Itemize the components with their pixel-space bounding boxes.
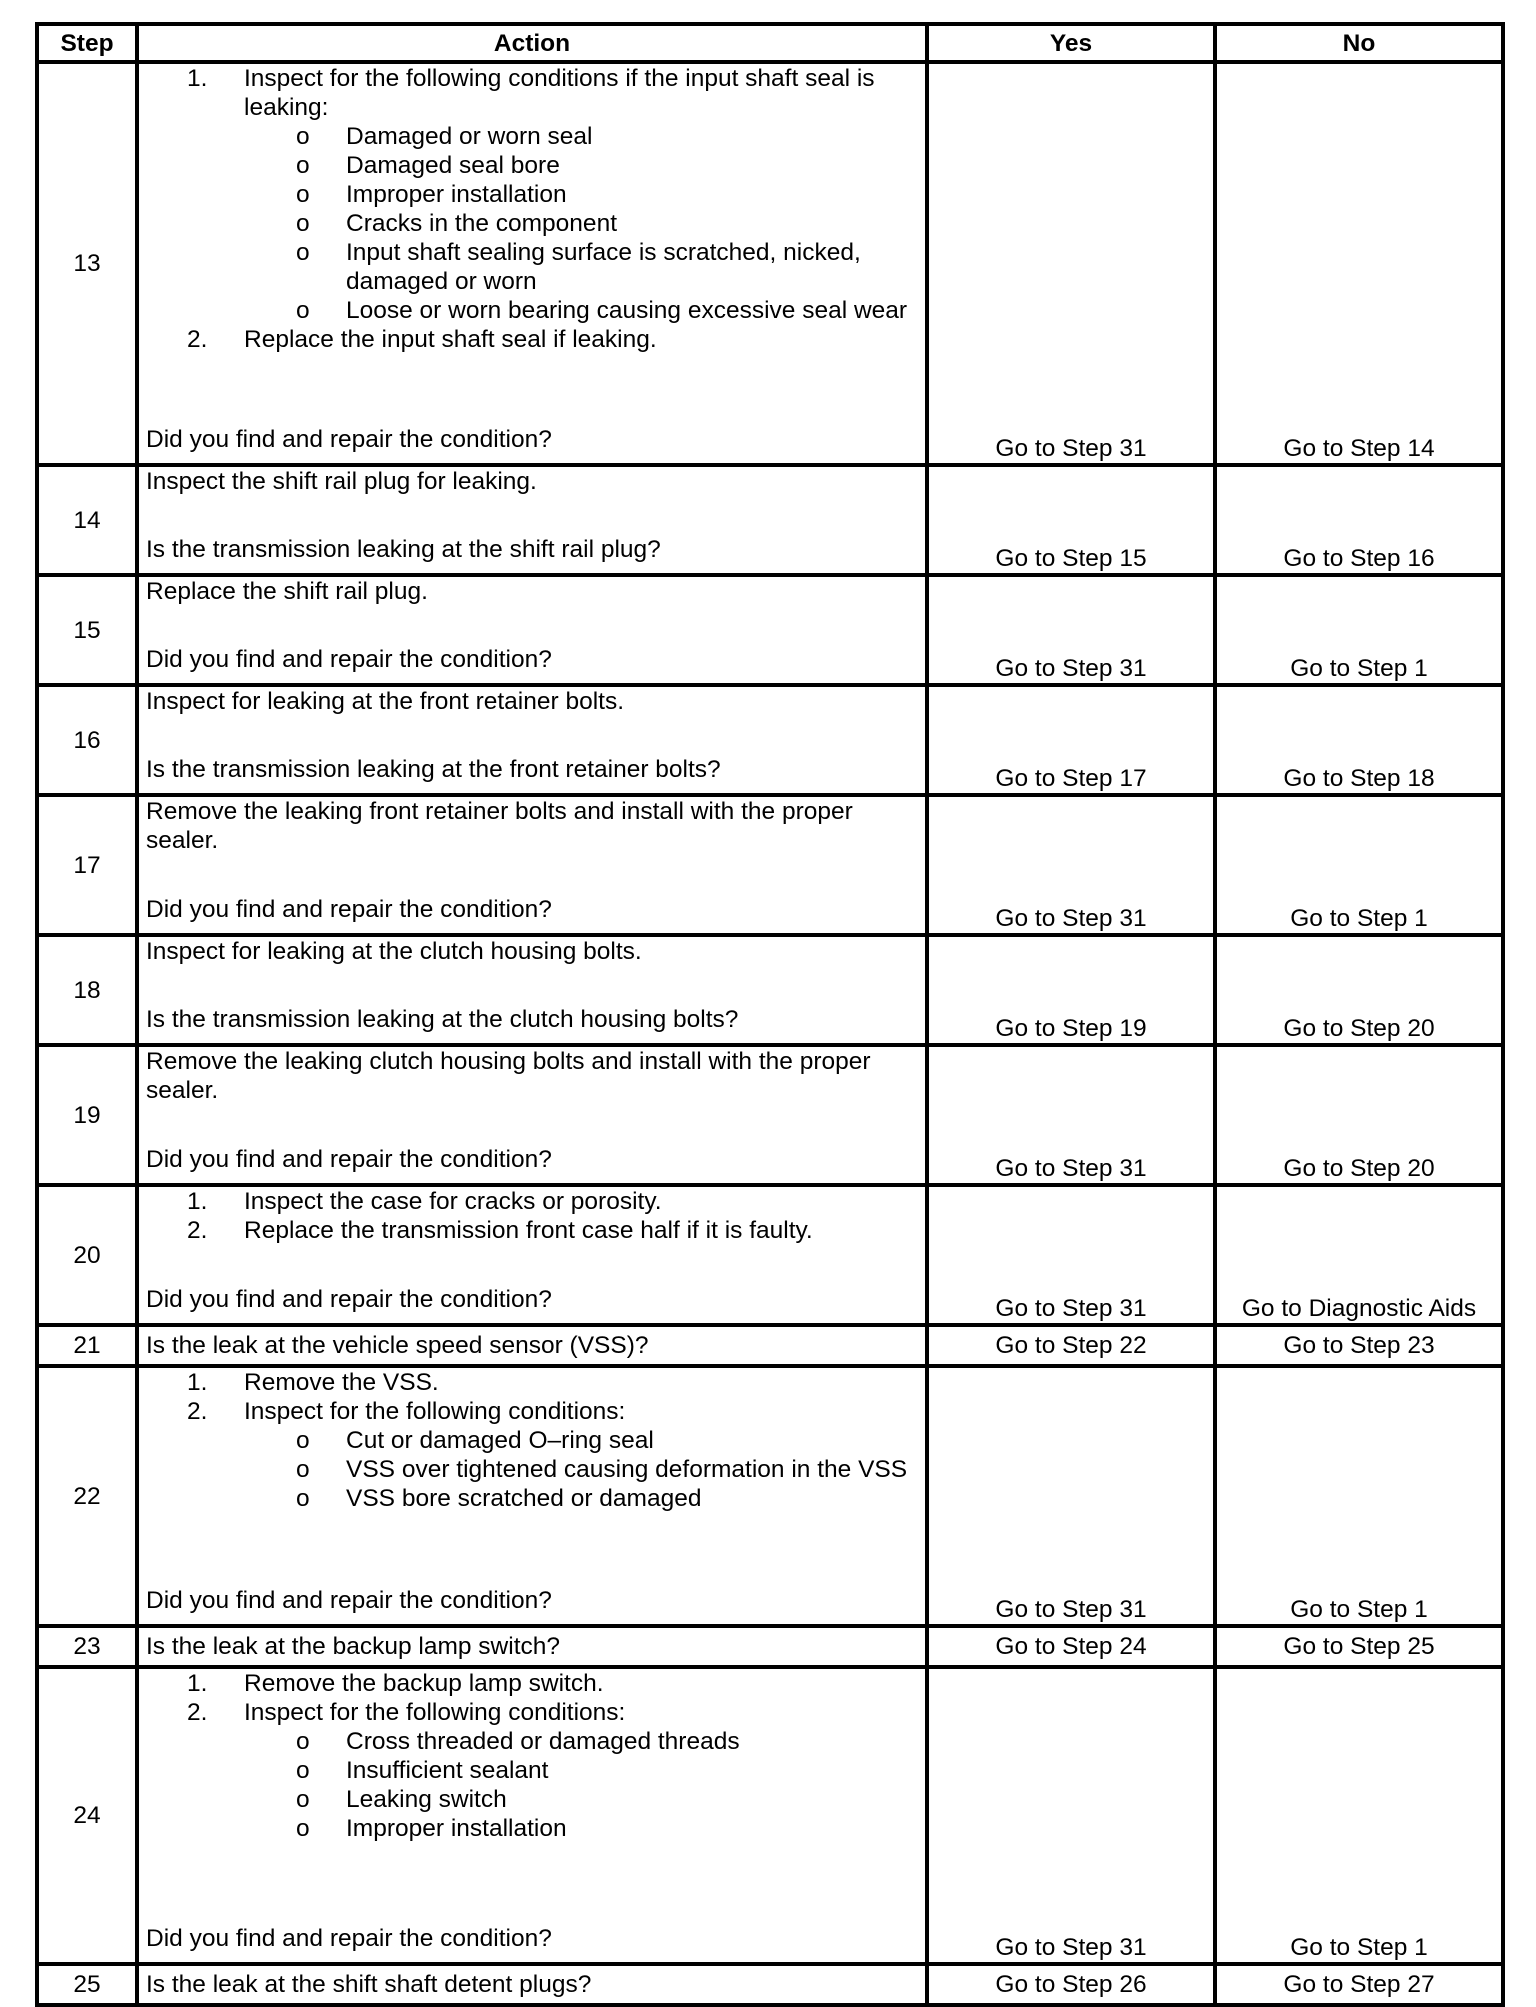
bullet-icon: o bbox=[296, 1456, 310, 1483]
step-index: 1. bbox=[187, 1670, 208, 1697]
action-question: Did you find and repair the condition? bbox=[146, 646, 552, 673]
step-index: 2. bbox=[187, 1217, 208, 1244]
condition-item bbox=[296, 1484, 918, 1513]
action-content bbox=[146, 467, 918, 564]
yes-result: Go to Step 31 bbox=[927, 575, 1215, 685]
step-text: Inspect for the following conditions: bbox=[244, 1699, 626, 1726]
no-result: Go to Step 20 bbox=[1215, 935, 1503, 1045]
step-number: 16 bbox=[37, 685, 137, 795]
no-result: Go to Diagnostic Aids bbox=[1215, 1185, 1503, 1325]
numbered-step bbox=[187, 1368, 918, 1397]
step-text: Remove the backup lamp switch. bbox=[244, 1670, 604, 1697]
step-number: 15 bbox=[37, 575, 137, 685]
step-number: 20 bbox=[37, 1185, 137, 1325]
action-text: Remove the leaking front retainer bolts and install with the proper sealer. bbox=[146, 798, 853, 854]
condition-item bbox=[296, 1727, 918, 1756]
action-instructions bbox=[146, 1187, 918, 1245]
no-result: Go to Step 1 bbox=[1215, 1667, 1503, 1964]
action-cell bbox=[137, 1626, 927, 1667]
bullet-icon: o bbox=[296, 1427, 310, 1454]
condition-text: Input shaft sealing surface is scratched, nicked, damaged or worn bbox=[346, 239, 861, 295]
action-instructions bbox=[146, 1047, 918, 1105]
action-cell bbox=[137, 935, 927, 1045]
action-instructions bbox=[146, 937, 918, 966]
action-cell bbox=[137, 575, 927, 685]
action-content bbox=[146, 937, 918, 1034]
numbered-step bbox=[187, 1397, 918, 1513]
action-content bbox=[146, 687, 918, 784]
step-number: 22 bbox=[37, 1366, 137, 1626]
condition-text: Improper installation bbox=[346, 181, 567, 208]
condition-item bbox=[296, 151, 918, 180]
numbered-steps bbox=[146, 1669, 918, 1843]
table-row bbox=[37, 1045, 1503, 1185]
action-question: Is the transmission leaking at the clutch housing bolts? bbox=[146, 1006, 739, 1033]
numbered-step bbox=[187, 325, 918, 354]
action-instructions bbox=[146, 1368, 918, 1513]
step-text: Replace the transmission front case half if it is faulty. bbox=[244, 1217, 813, 1244]
table-row bbox=[37, 685, 1503, 795]
step-index: 2. bbox=[187, 1398, 208, 1425]
no-result: Go to Step 18 bbox=[1215, 685, 1503, 795]
table-row bbox=[37, 935, 1503, 1045]
action-instructions bbox=[146, 687, 918, 716]
bullet-icon: o bbox=[296, 152, 310, 179]
action-text: Inspect for leaking at the clutch housing bolts. bbox=[146, 938, 642, 965]
condition-text: Cut or damaged O–ring seal bbox=[346, 1427, 654, 1454]
bullet-icon: o bbox=[296, 123, 310, 150]
action-question: Is the leak at the backup lamp switch? bbox=[146, 1633, 560, 1660]
yes-result: Go to Step 31 bbox=[927, 795, 1215, 935]
action-question: Did you find and repair the condition? bbox=[146, 1286, 552, 1313]
bullet-icon: o bbox=[296, 1757, 310, 1784]
table-row bbox=[37, 1667, 1503, 1964]
bullet-icon: o bbox=[296, 1728, 310, 1755]
step-number: 14 bbox=[37, 465, 137, 575]
action-cell bbox=[137, 685, 927, 795]
numbered-step bbox=[187, 64, 918, 325]
step-text: Replace the input shaft seal if leaking. bbox=[244, 326, 657, 353]
action-instructions bbox=[146, 1669, 918, 1843]
step-index: 1. bbox=[187, 1369, 208, 1396]
no-result: Go to Step 27 bbox=[1215, 1964, 1503, 2005]
step-number: 13 bbox=[37, 62, 137, 465]
action-cell bbox=[137, 1366, 927, 1626]
action-cell bbox=[137, 1045, 927, 1185]
condition-item bbox=[296, 209, 918, 238]
no-result: Go to Step 1 bbox=[1215, 1366, 1503, 1626]
step-text: Inspect for the following conditions: bbox=[244, 1398, 626, 1425]
action-question: Did you find and repair the condition? bbox=[146, 1587, 552, 1614]
table-row bbox=[37, 1185, 1503, 1325]
numbered-step bbox=[187, 1187, 918, 1216]
diagnostic-table bbox=[35, 22, 1505, 2007]
yes-result: Go to Step 31 bbox=[927, 1667, 1215, 1964]
no-result: Go to Step 14 bbox=[1215, 62, 1503, 465]
action-content bbox=[146, 1669, 918, 1953]
condition-item bbox=[296, 1814, 918, 1843]
yes-result: Go to Step 31 bbox=[927, 1045, 1215, 1185]
step-text: Inspect for the following conditions if the input shaft seal is leaking: bbox=[244, 65, 875, 121]
table-body bbox=[37, 62, 1503, 2005]
condition-list bbox=[244, 1727, 918, 1843]
condition-list bbox=[244, 1426, 918, 1513]
step-index: 1. bbox=[187, 65, 208, 92]
action-cell bbox=[137, 1185, 927, 1325]
action-cell bbox=[137, 1667, 927, 1964]
bullet-icon: o bbox=[296, 297, 310, 324]
condition-item bbox=[296, 180, 918, 209]
action-content bbox=[146, 577, 918, 674]
condition-item bbox=[296, 296, 918, 325]
action-content bbox=[146, 1047, 918, 1174]
table-row bbox=[37, 1325, 1503, 1366]
yes-result: Go to Step 17 bbox=[927, 685, 1215, 795]
step-number: 21 bbox=[37, 1325, 137, 1366]
action-content bbox=[146, 797, 918, 924]
yes-result: Go to Step 31 bbox=[927, 1366, 1215, 1626]
condition-item bbox=[296, 1426, 918, 1455]
condition-text: VSS over tightened causing deformation in the VSS bbox=[346, 1456, 908, 1483]
bullet-icon: o bbox=[296, 1786, 310, 1813]
condition-text: Leaking switch bbox=[346, 1786, 507, 1813]
action-instructions bbox=[146, 577, 918, 606]
action-question: Did you find and repair the condition? bbox=[146, 1146, 552, 1173]
yes-result: Go to Step 15 bbox=[927, 465, 1215, 575]
bullet-icon: o bbox=[296, 239, 310, 266]
action-question: Did you find and repair the condition? bbox=[146, 1925, 552, 1952]
step-number: 25 bbox=[37, 1964, 137, 2005]
bullet-icon: o bbox=[296, 1815, 310, 1842]
header-action: Action bbox=[137, 24, 927, 62]
step-index: 2. bbox=[187, 1699, 208, 1726]
action-question: Is the leak at the shift shaft detent plugs? bbox=[146, 1971, 592, 1998]
condition-text: Damaged or worn seal bbox=[346, 123, 593, 150]
yes-result: Go to Step 22 bbox=[927, 1325, 1215, 1366]
numbered-step bbox=[187, 1698, 918, 1843]
header-step: Step bbox=[37, 24, 137, 62]
header-yes: Yes bbox=[927, 24, 1215, 62]
numbered-step bbox=[187, 1216, 918, 1245]
action-question: Did you find and repair the condition? bbox=[146, 426, 552, 453]
condition-item bbox=[296, 238, 918, 296]
step-text: Inspect the case for cracks or porosity. bbox=[244, 1188, 662, 1215]
condition-item bbox=[296, 1455, 918, 1484]
no-result: Go to Step 1 bbox=[1215, 575, 1503, 685]
condition-text: Cracks in the component bbox=[346, 210, 617, 237]
action-question: Is the leak at the vehicle speed sensor (VSS)? bbox=[146, 1332, 649, 1359]
action-text: Inspect the shift rail plug for leaking. bbox=[146, 468, 537, 495]
table-row bbox=[37, 1366, 1503, 1626]
action-content bbox=[146, 1187, 918, 1314]
condition-text: Damaged seal bore bbox=[346, 152, 560, 179]
action-question: Is the transmission leaking at the shift rail plug? bbox=[146, 536, 661, 563]
condition-text: Improper installation bbox=[346, 1815, 567, 1842]
action-cell bbox=[137, 795, 927, 935]
table-row bbox=[37, 575, 1503, 685]
action-text: Replace the shift rail plug. bbox=[146, 578, 428, 605]
no-result: Go to Step 16 bbox=[1215, 465, 1503, 575]
numbered-steps bbox=[146, 64, 918, 354]
action-cell bbox=[137, 465, 927, 575]
table-row bbox=[37, 1964, 1503, 2005]
action-question: Is the transmission leaking at the front retainer bolts? bbox=[146, 756, 721, 783]
step-text: Remove the VSS. bbox=[244, 1369, 439, 1396]
step-index: 1. bbox=[187, 1188, 208, 1215]
action-text: Inspect for leaking at the front retainer bolts. bbox=[146, 688, 625, 715]
action-instructions bbox=[146, 467, 918, 496]
bullet-icon: o bbox=[296, 181, 310, 208]
condition-text: Cross threaded or damaged threads bbox=[346, 1728, 740, 1755]
no-result: Go to Step 1 bbox=[1215, 795, 1503, 935]
condition-item bbox=[296, 1785, 918, 1814]
table-row bbox=[37, 1626, 1503, 1667]
step-number: 19 bbox=[37, 1045, 137, 1185]
bullet-icon: o bbox=[296, 210, 310, 237]
action-instructions bbox=[146, 797, 918, 855]
action-cell bbox=[137, 1325, 927, 1366]
condition-item bbox=[296, 122, 918, 151]
condition-item bbox=[296, 1756, 918, 1785]
numbered-step bbox=[187, 1669, 918, 1698]
no-result: Go to Step 20 bbox=[1215, 1045, 1503, 1185]
table-row bbox=[37, 465, 1503, 575]
no-result: Go to Step 23 bbox=[1215, 1325, 1503, 1366]
header-row bbox=[37, 24, 1503, 62]
step-number: 18 bbox=[37, 935, 137, 1045]
action-text: Remove the leaking clutch housing bolts and install with the proper sealer. bbox=[146, 1048, 871, 1104]
action-instructions bbox=[146, 64, 918, 354]
action-content bbox=[146, 1368, 918, 1615]
step-number: 17 bbox=[37, 795, 137, 935]
numbered-steps bbox=[146, 1368, 918, 1513]
action-question: Did you find and repair the condition? bbox=[146, 896, 552, 923]
condition-text: Loose or worn bearing causing excessive seal wear bbox=[346, 297, 908, 324]
yes-result: Go to Step 31 bbox=[927, 62, 1215, 465]
numbered-steps bbox=[146, 1187, 918, 1245]
yes-result: Go to Step 24 bbox=[927, 1626, 1215, 1667]
no-result: Go to Step 25 bbox=[1215, 1626, 1503, 1667]
yes-result: Go to Step 26 bbox=[927, 1964, 1215, 2005]
step-number: 24 bbox=[37, 1667, 137, 1964]
action-cell bbox=[137, 1964, 927, 2005]
table-row bbox=[37, 62, 1503, 465]
step-index: 2. bbox=[187, 326, 208, 353]
yes-result: Go to Step 19 bbox=[927, 935, 1215, 1045]
action-cell bbox=[137, 62, 927, 465]
table-row bbox=[37, 795, 1503, 935]
yes-result: Go to Step 31 bbox=[927, 1185, 1215, 1325]
condition-list bbox=[244, 122, 918, 325]
bullet-icon: o bbox=[296, 1485, 310, 1512]
step-number: 23 bbox=[37, 1626, 137, 1667]
action-content bbox=[146, 64, 918, 454]
header-no: No bbox=[1215, 24, 1503, 62]
condition-text: Insufficient sealant bbox=[346, 1757, 549, 1784]
condition-text: VSS bore scratched or damaged bbox=[346, 1485, 702, 1512]
